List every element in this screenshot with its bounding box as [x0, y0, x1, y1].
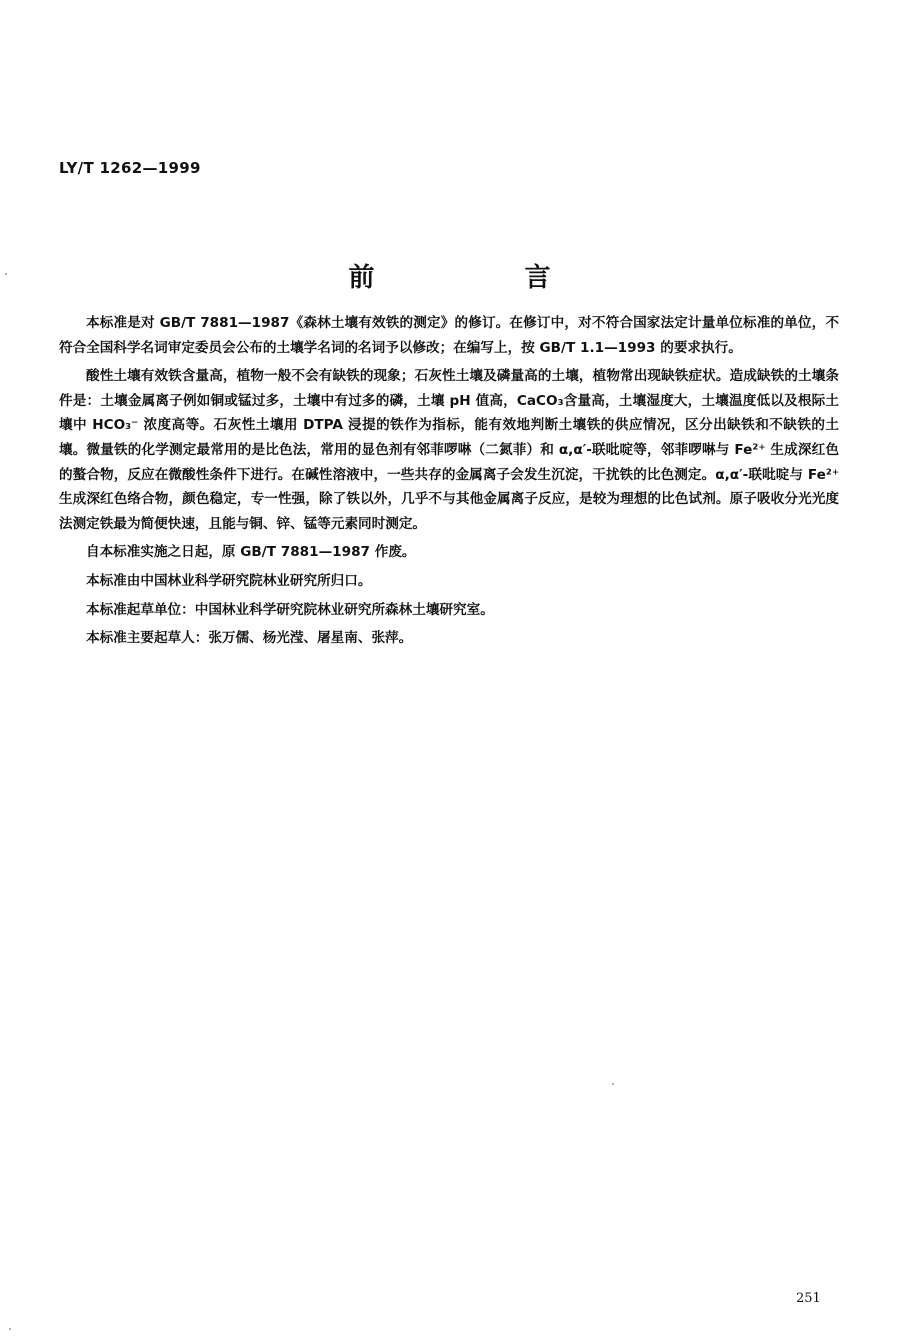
body-text [59, 311, 839, 655]
paragraph-revision: 本标准是对 GB/T 7881—1987《森林土壤有效铁的测定》的修订。在修订中，对不符合国家法定计量单位标准的单位，不符合全国科学名词审定委员会公布的土壤学名词的名词予以修改；在编写上，按 GB/T 1.1—1993 的要求执行。 [59, 315, 839, 356]
page-title: 前 言 [348, 263, 613, 293]
scan-speck [5, 273, 7, 275]
paragraph-supersede: 自本标准实施之日起，原 GB/T 7881—1987 作废。 [86, 544, 416, 561]
standard-code: LY/T 1262—1999 [59, 159, 201, 177]
paragraph-drafters: 本标准主要起草人：张万儒、杨光滢、屠星南、张萍。 [86, 630, 413, 647]
page-number: 251 [796, 1291, 821, 1306]
paragraph-background: 酸性土壤有效铁含量高，植物一般不会有缺铁的现象；石灰性土壤及磷量高的土壤，植物常出现缺铁症状。造成缺铁的土壤条件是：土壤金属离子例如铜或锰过多，土壤中有过多的磷，土壤 pH 值高，CaCO₃含量高，土壤湿度大，土壤温度低以及根际土壤中 HCO₃⁻ 浓度高等。石灰性土壤用 DTPA 浸提的铁作为指标，能有效地判断土壤铁的供应情况，区分出缺铁和不缺铁的土壤。微量铁的化学测定最常用的是比色法，常用的显色剂有邻菲啰啉（二氮菲）和 α,α′-联吡啶等，邻菲啰啉与 Fe²⁺ 生成深红色的螯合物，反应在微酸性条件下进行。在碱性溶液中，一些共存的金属离子会发生沉淀，干扰铁的比色测定。α,α′-联吡啶与 Fe²⁺ 生成深红色络合物，颜色稳定，专一性强，除了铁以外，几乎不与其他金属离子反应，是较为理想的比色试剂。原子吸收分光光度法测定铁最为简便快速，且能与铜、锌、锰等元素同时测定。 [59, 368, 839, 532]
paragraph-responsible: 本标准由中国林业科学研究院林业研究所归口。 [86, 572, 372, 589]
scan-speck [612, 1083, 614, 1085]
paragraph-drafting-unit: 本标准起草单位：中国林业科学研究院林业研究所森林土壤研究室。 [86, 601, 494, 618]
scan-speck [9, 1328, 11, 1330]
